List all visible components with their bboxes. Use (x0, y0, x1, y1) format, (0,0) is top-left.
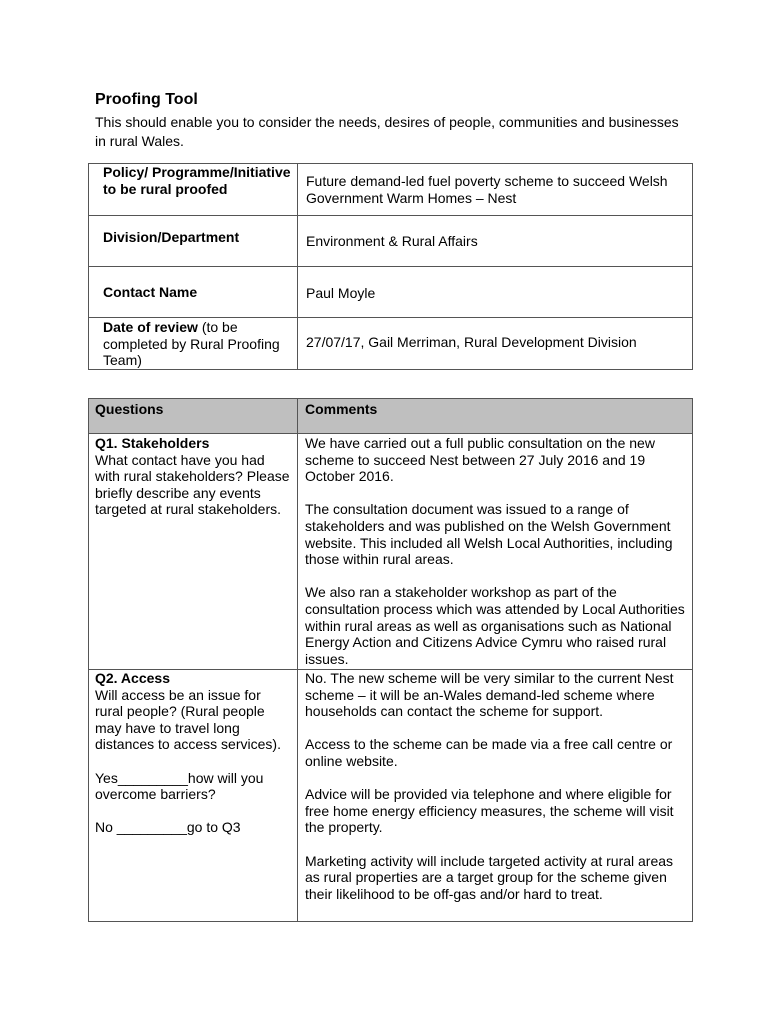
table-row (89, 267, 693, 318)
q2-comment: Access to the scheme can be made via a free call centre or online website. (305, 736, 673, 769)
review-label-note: (to be completed by Rural Proofing Team) (103, 319, 280, 369)
contact-label: Contact Name (103, 284, 198, 300)
q2-title: Q2. Access (95, 670, 170, 686)
intro-text: This should enable you to consider the needs, desires of people, communities and businesses in rural Wales. (95, 114, 679, 149)
q2-comment: No. The new scheme will be very similar to the current Nest scheme – it will be an-Wales demand-led scheme where households can contact the scheme for support. (305, 670, 674, 720)
q2-yes-option: Yes_________how will you overcome barriers? (95, 769, 264, 803)
policy-label: Policy/ Programme/Initiative to be rural proofed (103, 164, 291, 197)
table-row (89, 164, 693, 216)
division-label: Division/Department (103, 229, 240, 245)
policy-info-table (88, 163, 693, 370)
comments-column-header: Comments (305, 401, 378, 417)
table-row (89, 216, 693, 267)
q2-question-cell (89, 670, 297, 836)
table-header-row (89, 399, 693, 434)
review-label (89, 318, 297, 369)
q1-comment: We have carried out a full public consultation on the new scheme to succeed Nest between 27 July 2016 and 19 October 2016. (305, 435, 655, 485)
division-value: Environment & Rural Affairs (306, 233, 478, 249)
contact-value: Paul Moyle (306, 285, 376, 301)
table-row (89, 434, 693, 670)
q1-comment: We also ran a stakeholder workshop as part of the consultation process which was attended by Local Authorities within rural areas as well as organisations such as National Energy Action and Citizens Advice Cymru who raised rural issues. (305, 584, 685, 667)
q1-comments-cell (298, 434, 692, 667)
q1-question: What contact have you had with rural stakeholders? Please briefly describe any events targeted at rural stakeholders. (95, 451, 290, 518)
q2-comment: Advice will be provided via telephone and where eligible for free home energy efficiency measures, the scheme will visit the property. (305, 786, 674, 836)
review-label-main: Date of review (103, 319, 198, 335)
questions-table (88, 398, 693, 922)
q1-title: Q1. Stakeholders (95, 435, 210, 451)
q2-comments-cell (298, 670, 692, 902)
q2-question: Will access be an issue for rural people? (Rural people may have to travel long distances to access services). (95, 686, 281, 753)
table-row (89, 670, 693, 922)
questions-column-header: Questions (95, 401, 164, 417)
review-value: 27/07/17, Gail Merriman, Rural Development Division (306, 334, 637, 350)
page-title: Proofing Tool (95, 91, 198, 108)
policy-value: Future demand-led fuel poverty scheme to succeed Welsh Government Warm Homes – Nest (306, 173, 668, 206)
q2-comment: Marketing activity will include targeted activity at rural areas as rural properties are a target group for the scheme given their likelihood to be off-gas and/or hard to treat. (305, 852, 674, 902)
table-row (89, 318, 693, 370)
q1-question-cell (89, 434, 297, 518)
q1-comment: The consultation document was issued to a range of stakeholders and was published on the Welsh Government website. This included all Welsh Local Authorities, including those within rural areas. (305, 501, 673, 568)
q2-no-option: No _________go to Q3 (95, 819, 241, 836)
